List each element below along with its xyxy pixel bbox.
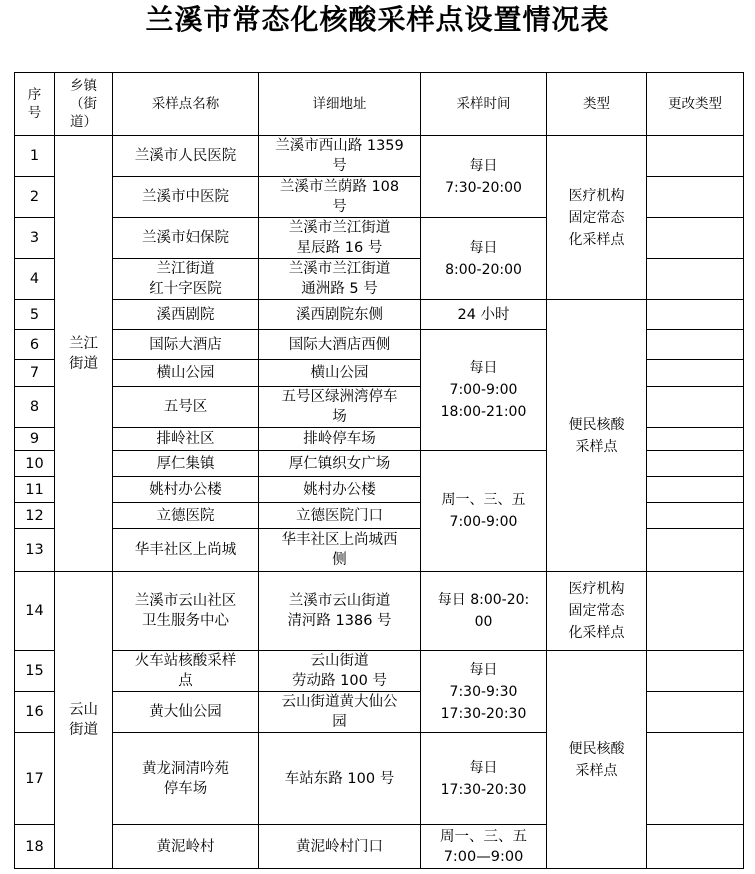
- change-type-cell: [647, 218, 744, 259]
- site-name: 溪西剧院: [113, 300, 259, 330]
- site-name: 兰江街道 红十字医院: [113, 259, 259, 300]
- row-no: 11: [15, 477, 55, 503]
- header-town: 乡镇 （街 道）: [55, 73, 113, 136]
- sampling-time: 周一、三、五 7:00—9:00: [421, 825, 547, 869]
- sampling-time: 每日 7:30-9:30 17:30-20:30: [421, 651, 547, 733]
- header-change-type: 更改类型: [647, 73, 744, 136]
- sampling-time: 每日 17:30-20:30: [421, 733, 547, 825]
- sampling-time: 每日 7:30-20:00: [421, 136, 547, 218]
- site-address: 排岭停车场: [259, 428, 421, 451]
- change-type-cell: [647, 451, 744, 477]
- change-type-cell: [647, 330, 744, 360]
- table-row: [15, 572, 744, 651]
- row-no: 17: [15, 733, 55, 825]
- sampling-time: 每日 7:00-9:00 18:00-21:00: [421, 330, 547, 451]
- site-name: 兰溪市人民医院: [113, 136, 259, 177]
- site-address: 姚村办公楼: [259, 477, 421, 503]
- row-no: 13: [15, 529, 55, 572]
- change-type-cell: [647, 300, 744, 330]
- change-type-cell: [647, 428, 744, 451]
- site-type: 便民核酸 采样点: [547, 300, 647, 572]
- header-address: 详细地址: [259, 73, 421, 136]
- site-address: 厚仁镇织女广场: [259, 451, 421, 477]
- header-time: 采样时间: [421, 73, 547, 136]
- row-no: 16: [15, 692, 55, 733]
- site-name: 兰溪市妇保院: [113, 218, 259, 259]
- row-no: 9: [15, 428, 55, 451]
- change-type-cell: [647, 177, 744, 218]
- header-site: 采样点名称: [113, 73, 259, 136]
- site-address: 横山公园: [259, 360, 421, 387]
- site-address: 云山街道 劳动路 100 号: [259, 651, 421, 692]
- change-type-cell: [647, 503, 744, 529]
- table-row: [15, 136, 744, 177]
- header-row: [15, 73, 744, 136]
- site-name: 华丰社区上尚城: [113, 529, 259, 572]
- site-address: 黄泥岭村门口: [259, 825, 421, 869]
- row-no: 6: [15, 330, 55, 360]
- change-type-cell: [647, 572, 744, 651]
- row-no: 8: [15, 387, 55, 428]
- site-address: 车站东路 100 号: [259, 733, 421, 825]
- site-address: 兰溪市兰江街道 星辰路 16 号: [259, 218, 421, 259]
- change-type-cell: [647, 692, 744, 733]
- site-name: 黄龙洞清吟苑 停车场: [113, 733, 259, 825]
- change-type-cell: [647, 733, 744, 825]
- change-type-cell: [647, 529, 744, 572]
- site-address: 溪西剧院东侧: [259, 300, 421, 330]
- row-no: 14: [15, 572, 55, 651]
- row-no: 18: [15, 825, 55, 869]
- change-type-cell: [647, 825, 744, 869]
- sampling-sites-table: [14, 72, 744, 869]
- site-address: 立德医院门口: [259, 503, 421, 529]
- site-type: 医疗机构 固定常态 化采样点: [547, 136, 647, 300]
- site-address: 华丰社区上尚城西 侧: [259, 529, 421, 572]
- site-name: 兰溪市中医院: [113, 177, 259, 218]
- site-type: 便民核酸 采样点: [547, 651, 647, 869]
- row-no: 3: [15, 218, 55, 259]
- site-name: 国际大酒店: [113, 330, 259, 360]
- sampling-time: 周一、三、五 7:00-9:00: [421, 451, 547, 572]
- row-no: 7: [15, 360, 55, 387]
- town-cell: 兰江 街道: [55, 136, 113, 572]
- site-name: 五号区: [113, 387, 259, 428]
- site-name: 厚仁集镇: [113, 451, 259, 477]
- site-address: 兰溪市西山路 1359 号: [259, 136, 421, 177]
- town-cell: 云山 街道: [55, 572, 113, 869]
- change-type-cell: [647, 477, 744, 503]
- site-name: 横山公园: [113, 360, 259, 387]
- row-no: 1: [15, 136, 55, 177]
- row-no: 15: [15, 651, 55, 692]
- site-name: 排岭社区: [113, 428, 259, 451]
- site-address: 兰溪市兰江街道 通洲路 5 号: [259, 259, 421, 300]
- page-title: 兰溪市常态化核酸采样点设置情况表: [145, 3, 610, 36]
- change-type-cell: [647, 136, 744, 177]
- sampling-time: 每日 8:00-20: 00: [421, 572, 547, 651]
- row-no: 5: [15, 300, 55, 330]
- sampling-time: 24 小时: [421, 300, 547, 330]
- site-address: 五号区绿洲湾停车 场: [259, 387, 421, 428]
- site-name: 姚村办公楼: [113, 477, 259, 503]
- site-name: 立德医院: [113, 503, 259, 529]
- site-type: 医疗机构 固定常态 化采样点: [547, 572, 647, 651]
- site-name: 火车站核酸采样 点: [113, 651, 259, 692]
- row-no: 12: [15, 503, 55, 529]
- site-address: 兰溪市云山街道 清河路 1386 号: [259, 572, 421, 651]
- change-type-cell: [647, 259, 744, 300]
- row-no: 10: [15, 451, 55, 477]
- site-address: 兰溪市兰荫路 108 号: [259, 177, 421, 218]
- site-address: 国际大酒店西侧: [259, 330, 421, 360]
- site-name: 黄泥岭村: [113, 825, 259, 869]
- header-no: 序 号: [15, 73, 55, 136]
- change-type-cell: [647, 387, 744, 428]
- row-no: 2: [15, 177, 55, 218]
- row-no: 4: [15, 259, 55, 300]
- table-row: [15, 300, 744, 330]
- header-type: 类型: [547, 73, 647, 136]
- site-name: 黄大仙公园: [113, 692, 259, 733]
- sampling-time: 每日 8:00-20:00: [421, 218, 547, 300]
- site-address: 云山街道黄大仙公 园: [259, 692, 421, 733]
- change-type-cell: [647, 651, 744, 692]
- table-row: [15, 651, 744, 692]
- site-name: 兰溪市云山社区 卫生服务中心: [113, 572, 259, 651]
- change-type-cell: [647, 360, 744, 387]
